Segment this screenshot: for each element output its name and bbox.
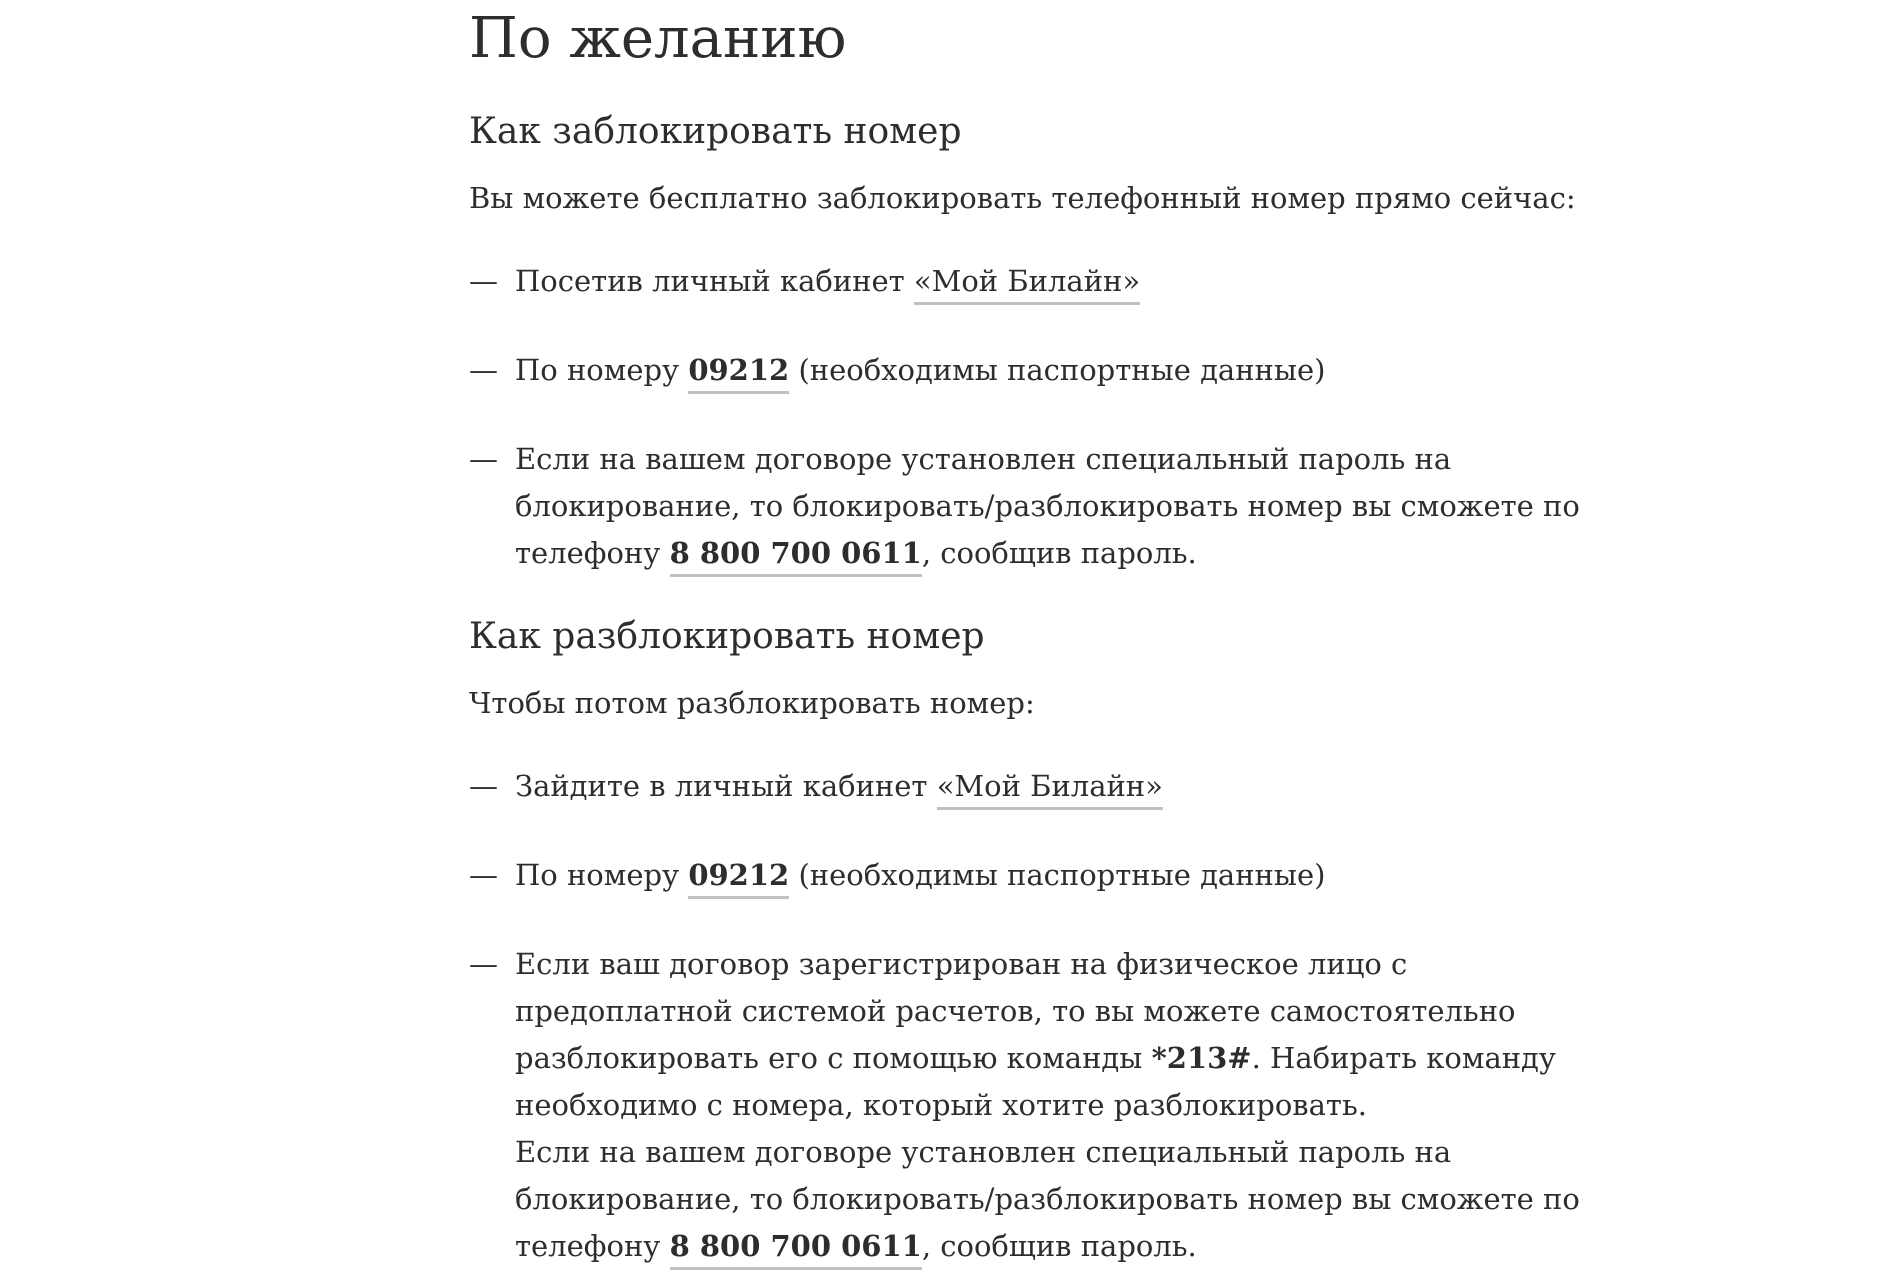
my-beeline-link[interactable]: «Мой Билайн»	[937, 769, 1163, 810]
section-intro: Вы можете бесплатно заблокировать телефонный номер прямо сейчас:	[469, 181, 1576, 215]
ussd-command-bold: *213#	[1151, 1041, 1252, 1075]
list-item-dash: —	[469, 442, 498, 476]
text-segment: По номеру	[515, 353, 689, 387]
section-heading: Как разблокировать номер	[469, 616, 985, 657]
text-segment: . Набирать команду необходимо с номера, который хотите разблокировать.	[515, 1041, 1556, 1122]
article-content	[469, 6, 1619, 1276]
section-intro: Чтобы потом разблокировать номер:	[469, 686, 1035, 720]
text-segment: По номеру	[515, 858, 689, 892]
list-item	[469, 852, 1619, 899]
text-segment: Зайдите в личный кабинет	[515, 769, 937, 803]
section-1	[469, 110, 1619, 577]
instruction-list	[469, 258, 1619, 577]
text-segment: Если ваш договор зарегистрирован на физическое лицо с предоплатной системой расчетов, то вы можете самостоятельно разблокировать его с помощью команды	[515, 947, 1516, 1075]
text-segment: , сообщив пароль.	[921, 536, 1197, 570]
sections-container	[469, 110, 1619, 1270]
list-item	[469, 258, 1619, 305]
list-item-dash: —	[469, 769, 498, 803]
text-segment: Если на вашем договоре установлен специальный пароль на блокирование, то блокировать/разблокировать номер вы сможете по телефону	[515, 442, 1580, 570]
section-heading: Как заблокировать номер	[469, 111, 962, 152]
ussd-number-link[interactable]: 09212	[688, 353, 789, 394]
ussd-number-link[interactable]: 09212	[688, 858, 789, 899]
list-item	[469, 347, 1619, 394]
text-segment: (необходимы паспортные данные)	[789, 858, 1326, 892]
text-segment: , сообщив пароль.	[921, 1229, 1197, 1263]
phone-number-link[interactable]: 8 800 700 0611	[670, 536, 922, 577]
list-item	[469, 436, 1619, 577]
list-item	[469, 941, 1619, 1270]
text-segment: Если на вашем договоре установлен специальный пароль на блокирование, то блокировать/разблокировать номер вы сможете по телефону	[515, 1135, 1580, 1263]
list-item-dash: —	[469, 264, 498, 298]
list-item-dash: —	[469, 353, 498, 387]
section-2	[469, 615, 1619, 1270]
my-beeline-link[interactable]: «Мой Билайн»	[914, 264, 1140, 305]
phone-number-link[interactable]: 8 800 700 0611	[670, 1229, 922, 1270]
text-segment: (необходимы паспортные данные)	[789, 353, 1326, 387]
page-title: По желанию	[469, 6, 847, 71]
instruction-list	[469, 763, 1619, 1270]
list-item-dash: —	[469, 947, 498, 981]
list-item	[469, 763, 1619, 810]
list-item-dash: —	[469, 858, 498, 892]
text-segment: Посетив личный кабинет	[515, 264, 914, 298]
